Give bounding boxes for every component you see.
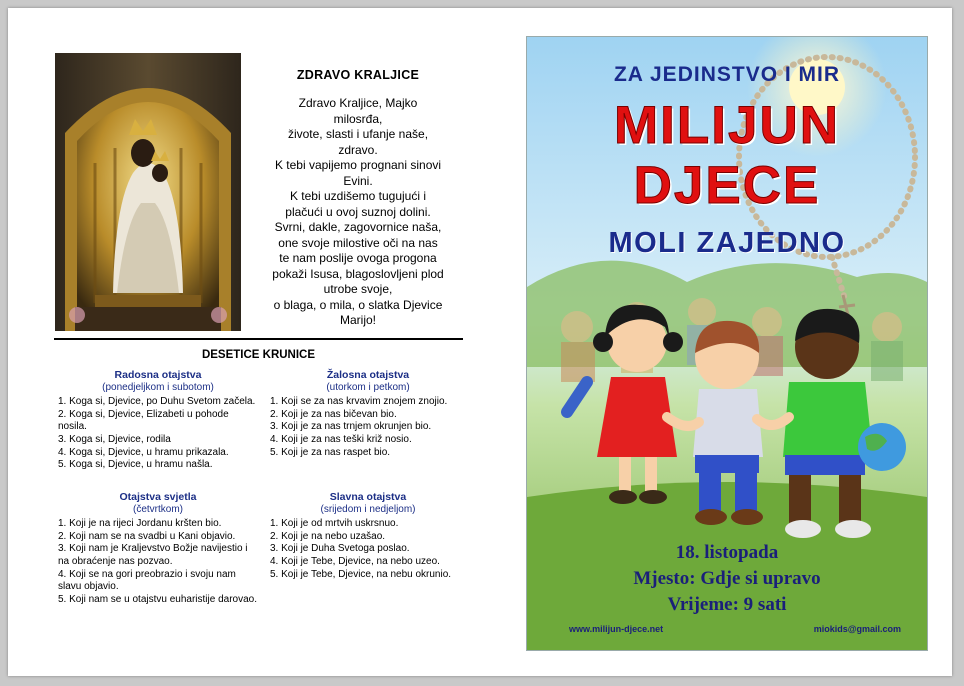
mystery-days: (četvrtkom) (133, 503, 183, 515)
prayer-title: ZDRAVO KRALJICE (296, 68, 420, 82)
glorious-mysteries (270, 491, 466, 581)
prayer-line: K tebi uzdišemo tugujući i (289, 189, 427, 203)
madonna-image (55, 53, 241, 331)
luminous-mysteries (58, 491, 258, 606)
mystery-heading: Radosna otajstva (114, 369, 202, 381)
mystery-item: 2. Koji je na nebo uzašao. (270, 530, 386, 542)
poster-title-line1: MILIJUN (614, 96, 840, 155)
mystery-item: 5. Koji je Tebe, Djevice, na nebu okrunio. (270, 568, 452, 580)
prayer-line: K tebi vapijemo prognani sinovi (274, 158, 442, 172)
event-time: Vrijeme: 9 sati (667, 594, 787, 615)
mystery-heading: Žalosna otajstva (326, 369, 410, 381)
prayer-line: pokaži Isusa, blagoslovljeni plod (272, 266, 444, 281)
mystery-item: 4. Koji je za nas teški križ nosio. (270, 433, 412, 445)
mystery-days: (ponedjeljkom i subotom) (102, 381, 214, 393)
email-link[interactable]: miokids@gmail.com (813, 624, 901, 634)
mystery-heading: Slavna otajstva (329, 491, 407, 503)
mystery-item: 5. Koji nam se u otajstvu euharistije darovao. (58, 593, 257, 605)
prayer-line: živote, slasti i ufanje naše, (287, 127, 429, 141)
prayer-line: Marijo! (339, 313, 376, 327)
mystery-item: 1. Koga si, Djevice, po Duhu Svetom začela. (58, 396, 256, 408)
mystery-item: 5. Koji je za nas raspet bio. (270, 446, 391, 458)
event-date: 18. listopada (675, 542, 779, 563)
mystery-days: (utorkom i petkom) (326, 381, 410, 393)
poster-subtitle: MOLI ZAJEDNO (608, 227, 846, 259)
mystery-item: 3. Koji je Duha Svetoga poslao. (270, 543, 410, 555)
prayer-line: Svrni, dakle, zagovornice naša, (274, 220, 442, 234)
poster-title-line2: DJECE (633, 156, 821, 215)
prayer-line: Evini. (343, 173, 373, 188)
mystery-heading: Otajstva svjetla (119, 491, 197, 503)
mystery-item: 3. Koji nam je Kraljevstvo Božje navijestio i na obraćenje nas pozvao. (58, 543, 248, 567)
mystery-item: 3. Koga si, Djevice, rodila (58, 433, 171, 445)
prayer-line: zdravo. (338, 142, 378, 157)
mystery-item: 5. Koga si, Djevice, u hramu našla. (58, 459, 213, 471)
mystery-item: 2. Koji nam se na svadbi u Kani objavio. (58, 530, 236, 542)
mystery-item: 1. Koji se za nas krvavim znojem znojio. (270, 396, 448, 408)
mystery-item: 1. Koji je na rijeci Jordanu kršten bio. (58, 518, 222, 530)
brochure-sheet (8, 8, 952, 676)
prayer-line: milosrđa, (333, 111, 383, 126)
decades-title: DESETICE KRUNICE (201, 349, 316, 361)
joyful-mysteries (58, 369, 258, 472)
prayer-line: utrobe svoje, (323, 282, 393, 296)
mystery-item: 4. Koga si, Djevice, u hramu prikazala. (58, 446, 229, 458)
prayer-line: plačući u ovoj suznoj dolini. (285, 204, 431, 219)
prayer-line: te nam poslije ovoga progona (279, 251, 437, 265)
mystery-days: (srijedom i nedjeljom) (320, 503, 416, 515)
sorrowful-mysteries (270, 369, 466, 459)
mystery-item: 2. Koga si, Djevice, Elizabeti u pohode nosila. (58, 408, 229, 433)
website-link[interactable]: www.milijun-djece.net (569, 624, 664, 634)
section-divider (54, 338, 463, 340)
poster-tagline: ZA JEDINSTVO I MIR (613, 63, 841, 86)
mystery-item: 3. Koji je za nas trnjem okrunjen bio. (270, 421, 432, 433)
event-place: Mjesto: Gdje si upravo (633, 568, 821, 589)
mystery-item: 4. Koji je Tebe, Djevice, na nebo uzeo. (270, 555, 440, 567)
mystery-item: 4. Koji se na gori preobrazio i svoju nam slavu objavio. (58, 568, 236, 593)
prayer-line: one svoje milostive oči na nas (278, 235, 438, 250)
mystery-item: 1. Koji je od mrtvih uskrsnuo. (270, 518, 399, 530)
mystery-item: 2. Koji je za nas bičevan bio. (270, 408, 397, 420)
prayer-line: o blaga, o mila, o slatka Djevice (273, 297, 443, 312)
prayer-text (260, 96, 456, 329)
prayer-line: Zdravo Kraljice, Majko (298, 96, 418, 110)
event-poster (526, 36, 928, 651)
